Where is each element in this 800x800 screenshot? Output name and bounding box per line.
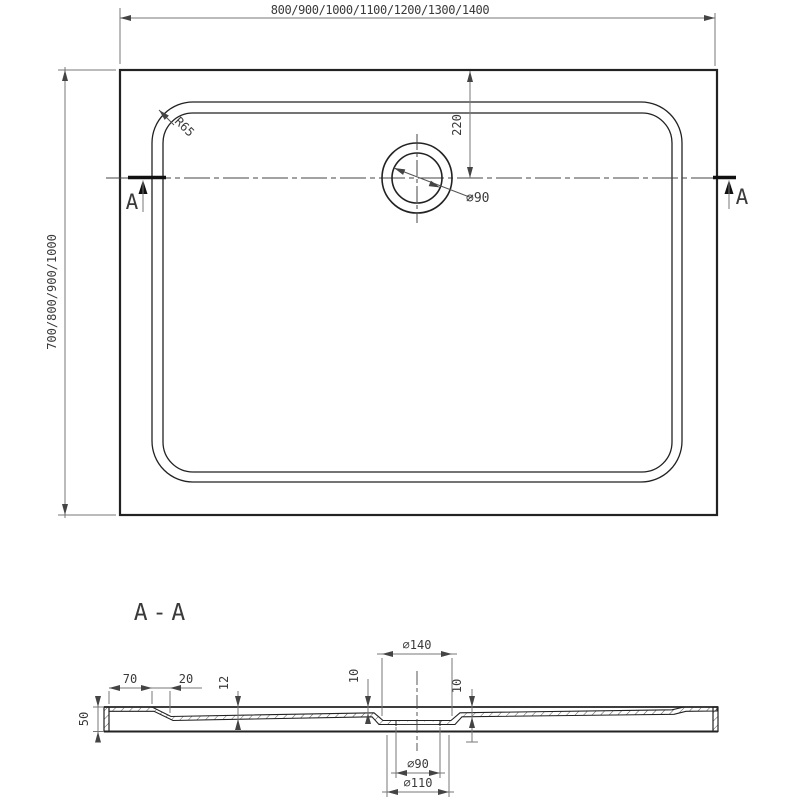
depth-left-label: 10 bbox=[347, 668, 361, 684]
total-height-label: 50 bbox=[77, 711, 91, 727]
height-dimension-label: 700/800/900/1000 bbox=[45, 234, 59, 350]
section-title: A-A bbox=[133, 600, 191, 626]
floor-depth-dimension bbox=[217, 676, 241, 730]
left-wall-section bbox=[104, 707, 109, 732]
recess-diameter-label: ⌀140 bbox=[402, 638, 432, 652]
depth-right-label: 10 bbox=[450, 678, 464, 694]
tray-outer-rectangle bbox=[120, 70, 717, 515]
height-dimension bbox=[45, 67, 116, 518]
section-marker-left-label: A bbox=[125, 190, 139, 214]
section-marker-right-label: A bbox=[735, 185, 749, 209]
drain-hole-dimension bbox=[391, 727, 445, 778]
drain-diameter-label: ⌀90 bbox=[466, 191, 490, 206]
total-height-dimension bbox=[77, 696, 103, 743]
drain-offset-label: 220 bbox=[450, 114, 464, 136]
tray-inner-edge-outer bbox=[152, 102, 682, 482]
slope-width-label: 20 bbox=[178, 672, 194, 686]
depth-right-dimension bbox=[450, 679, 478, 742]
drain-hole-diameter-label: ⌀90 bbox=[407, 757, 429, 771]
corner-radius-label: R65 bbox=[171, 114, 198, 140]
width-dimension-label: 800/900/1000/1100/1200/1300/1400 bbox=[270, 3, 490, 17]
section-view bbox=[77, 600, 718, 797]
width-dimension bbox=[120, 3, 715, 66]
floor-depth-label: 12 bbox=[217, 675, 231, 691]
top-view bbox=[45, 3, 749, 518]
rim-width-label: 70 bbox=[122, 672, 138, 686]
right-wall-section bbox=[713, 707, 718, 732]
drain-offset-dimension bbox=[450, 71, 473, 178]
waste-flange-diameter-label: ⌀110 bbox=[403, 776, 433, 790]
